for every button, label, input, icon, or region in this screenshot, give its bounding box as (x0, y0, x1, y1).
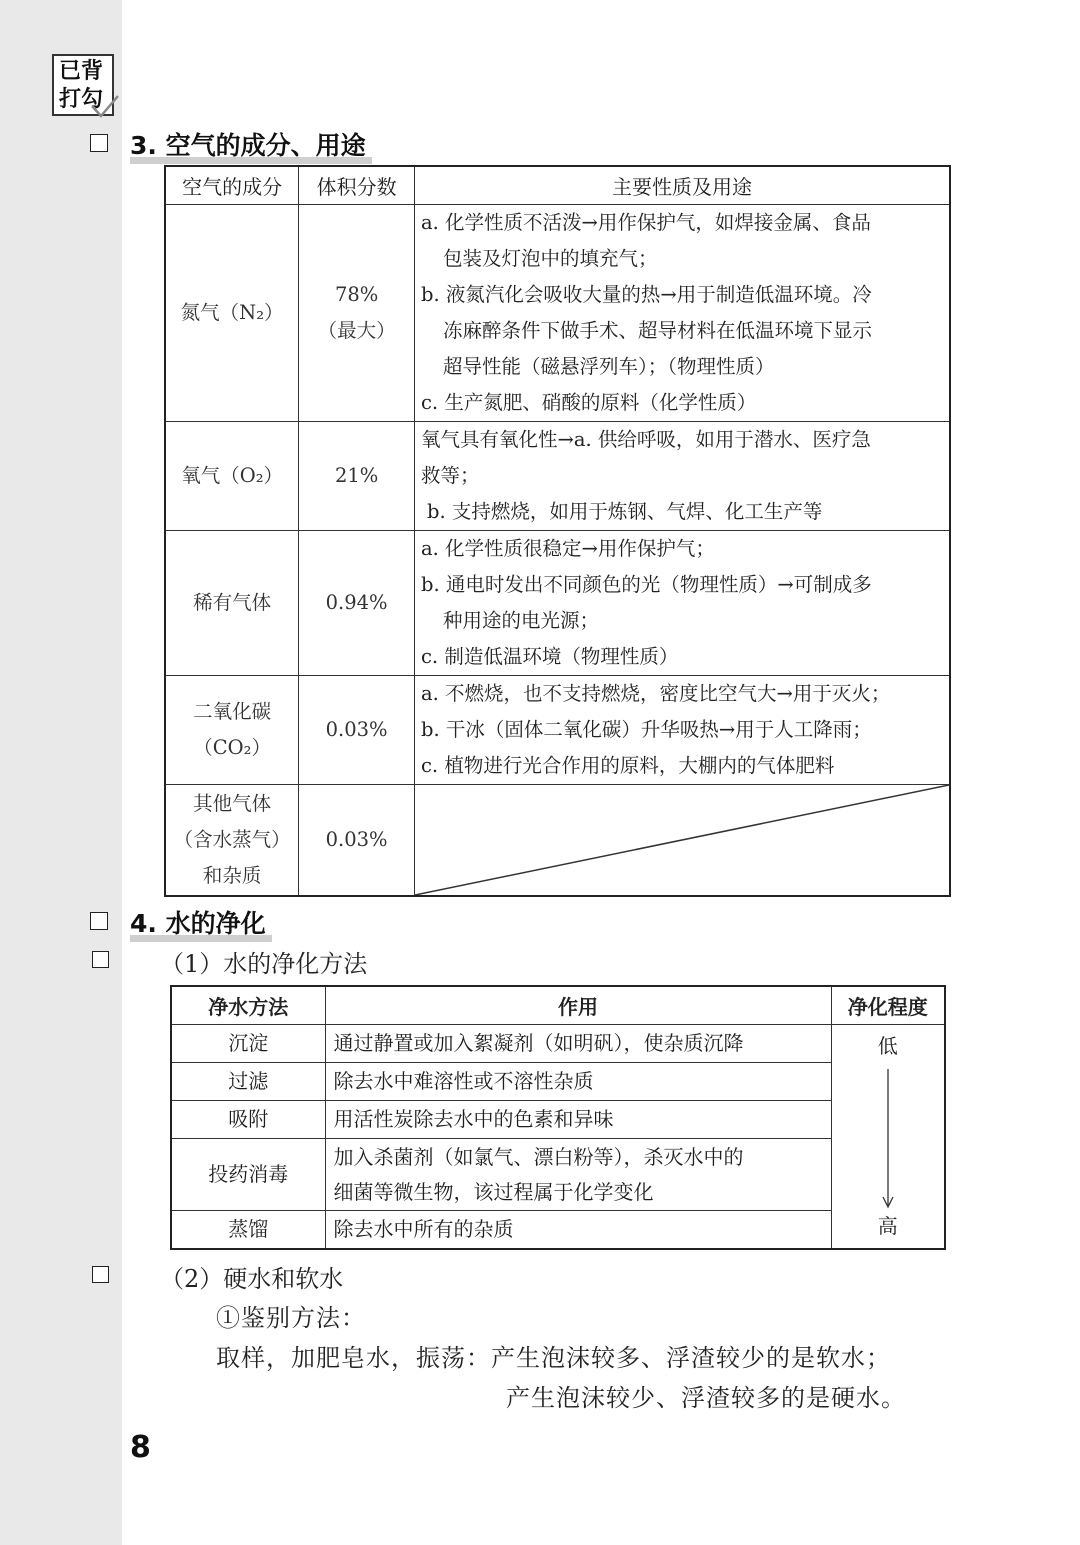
gas-fraction: 0.03% (299, 676, 415, 785)
method: 投药消毒 (171, 1139, 325, 1211)
stamp-line-1: 已背 (59, 59, 104, 84)
gas-fraction: 0.03% (299, 785, 415, 897)
purification-degree (831, 1025, 945, 1250)
water-purification-table (170, 985, 946, 1250)
gas-name: 稀有气体 (165, 531, 299, 676)
header-properties: 主要性质及用途 (415, 166, 951, 205)
identify-line-2: 产生泡沫较少、浮渣较多的是硬水。 (506, 1384, 906, 1412)
method: 过滤 (171, 1063, 325, 1101)
header-method: 净水方法 (171, 986, 325, 1025)
effect: 通过静置或加入絮凝剂（如明矾），使杂质沉降 (325, 1025, 831, 1063)
table-row (165, 785, 950, 897)
gas-uses: 氧气具有氧化性→a. 供给呼吸，如用于潜水、医疗急 救等； b. 支持燃烧，如用于炼钢、气焊、化工生产等 (415, 422, 951, 531)
diagonal-line (415, 785, 949, 895)
page-number: 8 (130, 1430, 151, 1465)
table-row (165, 676, 950, 785)
effect: 除去水中难溶性或不溶性杂质 (325, 1063, 831, 1101)
identify-line-1: 取样，加肥皂水，振荡：产生泡沫较多、浮渣较少的是软水； (216, 1344, 891, 1372)
table-row (165, 205, 950, 422)
gas-uses: a. 不燃烧，也不支持燃烧，密度比空气大→用于灭火； b. 干冰（固体二氧化碳）升华吸热→用于人工降雨； c. 植物进行光合作用的原料，大棚内的气体肥料 (415, 676, 951, 785)
empty-diagonal-cell (415, 785, 951, 897)
table-header-row (165, 166, 950, 205)
table-row (171, 1101, 945, 1139)
method: 吸附 (171, 1101, 325, 1139)
effect: 加入杀菌剂（如氯气、漂白粉等），杀灭水中的 细菌等微生物，该过程属于化学变化 (325, 1139, 831, 1211)
method: 沉淀 (171, 1025, 325, 1063)
page-gutter (0, 0, 122, 1545)
identify-title: ①鉴别方法： (216, 1304, 366, 1332)
gas-name: 氧气（O₂） (165, 422, 299, 531)
gas-name: 氮气（N₂） (165, 205, 299, 422)
sub2-checkbox[interactable] (92, 1266, 109, 1283)
section3-checkbox[interactable] (90, 134, 108, 152)
gas-name: 二氧化碳 （CO₂） (165, 676, 299, 785)
degree-low: 低 (877, 1034, 898, 1058)
method: 蒸馏 (171, 1211, 325, 1250)
table-row (171, 1139, 945, 1211)
gas-name: 其他气体 （含水蒸气） 和杂质 (165, 785, 299, 897)
arrow-down-icon (882, 1069, 894, 1209)
header-fraction: 体积分数 (299, 166, 415, 205)
gas-fraction: 78% （最大） (299, 205, 415, 422)
checkmark-icon (90, 94, 120, 120)
stamp-line-2: 打勾 (59, 87, 104, 112)
effect: 除去水中所有的杂质 (325, 1211, 831, 1250)
header-composition: 空气的成分 (165, 166, 299, 205)
table-row (171, 1063, 945, 1101)
table-row (171, 1025, 945, 1063)
header-effect: 作用 (325, 986, 831, 1025)
memorized-checkmark-stamp (52, 54, 114, 116)
gas-fraction: 0.94% (299, 531, 415, 676)
section4-title: 4. 水的净化 (130, 904, 266, 940)
sub1-heading: （1）水的净化方法 (160, 950, 368, 978)
air-composition-table (164, 165, 951, 897)
gas-uses: a. 化学性质很稳定→用作保护气； b. 通电时发出不同颜色的光（物理性质）→可制成多 种用途的电光源； c. 制造低温环境（物理性质） (415, 531, 951, 676)
table-header-row (171, 986, 945, 1025)
gas-fraction: 21% (299, 422, 415, 531)
section4-checkbox[interactable] (90, 912, 108, 930)
table-row (171, 1211, 945, 1250)
sub1-checkbox[interactable] (92, 951, 109, 968)
degree-high: 高 (877, 1214, 898, 1238)
table-row (165, 531, 950, 676)
effect: 用活性炭除去水中的色素和异味 (325, 1101, 831, 1139)
table-row (165, 422, 950, 531)
section3-title: 3. 空气的成分、用途 (130, 126, 366, 162)
gas-uses: a. 化学性质不活泼→用作保护气，如焊接金属、食品 包装及灯泡中的填充气； b. 液氮汽化会吸收大量的热→用于制造低温环境。冷 冻麻醉条件下做手术、超导材料在低温环境下显示 超导性能（磁悬浮列车）；（物理性质） c. 生产氮肥、硝酸的原料（化学性质） (415, 205, 951, 422)
sub2-heading: （2）硬水和软水 (160, 1265, 344, 1293)
header-degree: 净化程度 (831, 986, 945, 1025)
